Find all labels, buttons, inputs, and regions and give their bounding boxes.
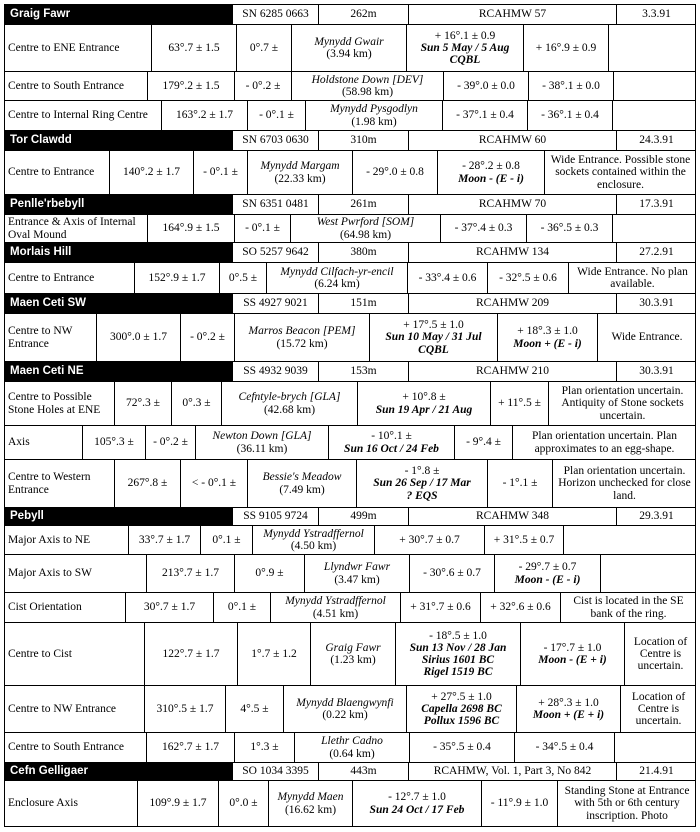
table-row: [4, 24, 696, 71]
declination-2: [437, 151, 544, 194]
alignment-desc: Major Axis to NE: [8, 533, 91, 546]
alignment-desc: Major Axis to SW: [8, 567, 93, 580]
record-ref: RCAHMW, Vol. 1, Part 3, No 842: [408, 763, 616, 780]
dec-value: - 17°.7 ± 1.0: [543, 641, 602, 654]
alignment-desc: Centre to Cist: [8, 647, 72, 660]
dec-value: - 10°.1 ±: [371, 430, 412, 443]
alignment-desc: Centre to NW Entrance: [8, 702, 117, 715]
declination-1: [357, 382, 490, 425]
site-name: Penlle'rbebyll: [4, 195, 232, 214]
altitude-angle: 0°.0 ±: [218, 781, 268, 826]
site-header: [4, 293, 696, 313]
alignment-desc: Centre to Internal Ring Centre: [8, 109, 148, 122]
declination-1: [356, 460, 487, 507]
dec-value: + 18°.3 ± 1.0: [517, 325, 578, 338]
azimuth: 63°.7 ± 1.5: [151, 25, 236, 71]
alignment-desc: Centre to Western Entrance: [8, 471, 91, 496]
hill-distance: (22.33 km): [274, 172, 326, 185]
altitude: 380m: [318, 243, 408, 262]
survey-date: 30.3.91: [616, 294, 696, 313]
declination-1: - 30°.6 ± 0.7: [409, 555, 494, 592]
dec-event: Sun 5 May / 5 Aug: [420, 41, 510, 54]
site-name: Cefn Gelligaer: [4, 763, 232, 780]
hill-name: Llethr Cadno: [321, 735, 383, 748]
site-name: Morlais Hill: [4, 243, 232, 262]
hill-distance: (4.51 km): [312, 607, 359, 620]
hill-name: Cefntyle-brych [GLA]: [238, 391, 341, 404]
survey-date: 24.3.91: [616, 131, 696, 150]
azimuth: 213°.7 ± 1.7: [146, 555, 234, 592]
site-name: Pebyll: [4, 508, 232, 525]
table-row: [4, 732, 696, 762]
dec-value: - 28°.2 ± 0.8: [462, 160, 520, 173]
hill-name: Mynydd Cilfach-yr-encil: [280, 265, 394, 278]
dec-event: Sun 10 May / 31 Jul: [385, 331, 482, 344]
grid-ref: SO 5257 9642: [232, 243, 318, 262]
alignment-desc: Enclosure Axis: [8, 797, 78, 810]
declination-1: - 29°.0 ± 0.8: [352, 151, 437, 194]
grid-ref: SN 6285 0663: [232, 5, 318, 24]
table-row: [4, 381, 696, 425]
hill-name: Mynydd Margam: [260, 160, 340, 173]
azimuth: 105°.3 ±: [82, 426, 145, 459]
hill-name: Mynydd Maen: [277, 791, 344, 804]
hill-name: Holdstone Down [DEV]: [311, 73, 424, 86]
declination-2: [520, 623, 624, 685]
altitude-angle: 1°.7 ± 1.2: [237, 623, 310, 685]
table-bottom-border: [4, 826, 696, 827]
note: Plan orientation uncertain. Antiquity of Stone sockets uncertain.: [548, 382, 696, 425]
azimuth: 267°.8 ±: [114, 460, 180, 507]
altitude: 262m: [318, 5, 408, 24]
alignment-desc: Centre to South Entrance: [8, 79, 124, 92]
hill-name: Mynydd Ystradffernol: [285, 595, 386, 608]
dec-event: Sun 13 Nov / 28 Jan: [409, 641, 507, 654]
dec-value: - 29°.7 ± 0.7: [518, 561, 577, 574]
azimuth: 140°.2 ± 1.7: [109, 151, 193, 194]
horizon-feature: [291, 25, 406, 71]
declination-2: + 16°.9 ± 0.9: [523, 25, 608, 71]
altitude-angle: < - 0°.1 ±: [180, 460, 247, 507]
horizon-feature: [252, 526, 374, 554]
declination-2: - 1°.1 ±: [487, 460, 552, 507]
site-header: [4, 361, 696, 381]
note: [612, 215, 696, 242]
dec-value: + 27°.5 ± 1.0: [431, 690, 492, 703]
altitude: 261m: [318, 195, 408, 214]
altitude-angle: - 0°.1 ±: [247, 101, 305, 130]
altitude-angle: 0°.1 ±: [213, 593, 270, 622]
azimuth: 30°.7 ± 1.7: [125, 593, 213, 622]
note: Standing Stone at Entrance with 5th or 6th century inscription. Photo: [557, 781, 696, 826]
dec-value: + 28°.3 ± 1.0: [538, 696, 599, 709]
horizon-feature: [304, 555, 409, 592]
azimuth: 33°.7 ± 1.7: [128, 526, 200, 554]
dec-event: Moon - (E - i): [514, 573, 581, 586]
site-name: Maen Ceti NE: [4, 362, 232, 381]
altitude: 499m: [318, 508, 408, 525]
record-ref: RCAHMW 209: [408, 294, 616, 313]
declination-1: - 39°.0 ± 0.0: [443, 72, 528, 100]
altitude-angle: - 0°.2 ±: [234, 72, 291, 100]
azimuth: 162°.7 ± 1.7: [146, 733, 234, 762]
altitude-angle: 0°.3 ±: [171, 382, 221, 425]
table-row: [4, 780, 696, 826]
declination-1: - 37°.1 ± 0.4: [442, 101, 527, 130]
horizon-feature: [195, 426, 328, 459]
hill-distance: (3.47 km): [334, 573, 380, 586]
table-row: [4, 622, 696, 685]
alignment-desc: Centre to Possible Stone Holes at ENE: [8, 391, 101, 416]
dec-event: Pollux 1596 BC: [423, 715, 500, 728]
declination-1: - 35°.5 ± 0.4: [409, 733, 514, 762]
declination-1: [406, 25, 523, 71]
horizon-feature: [291, 72, 443, 100]
record-ref: RCAHMW 348: [408, 508, 616, 525]
table-row: [4, 313, 696, 361]
hill-distance: (0.64 km): [329, 747, 375, 760]
grid-ref: SS 4932 9039: [232, 362, 318, 381]
dec-event: Capella 2698 BC: [421, 702, 502, 715]
dec-value: + 17°.5 ± 1.0: [403, 319, 464, 332]
site-header: [4, 762, 696, 780]
azimuth: 72°.3 ±: [114, 382, 171, 425]
note: Cist is located in the SE bank of the ring.: [560, 593, 696, 622]
hill-distance: (6.24 km): [314, 278, 360, 290]
altitude-angle: 0°.9 ±: [234, 555, 304, 592]
altitude-angle: - 0°.2 ±: [145, 426, 195, 459]
grid-ref: SO 1034 3395: [232, 763, 318, 780]
table-row: [4, 554, 696, 592]
hill-name: Graig Fawr: [325, 641, 381, 654]
table-row: [4, 214, 696, 242]
declination-2: + 11°.5 ±: [490, 382, 548, 425]
altitude-angle: - 0°.1 ±: [193, 151, 247, 194]
alignment-desc: Centre to Entrance: [8, 271, 95, 284]
horizon-feature: [268, 781, 352, 826]
dec-event: Sun 26 Sep / 17 Mar: [373, 477, 471, 490]
horizon-feature: [247, 151, 352, 194]
azimuth: 164°.9 ± 1.5: [147, 215, 234, 242]
note: [608, 25, 696, 71]
declination-2: - 34°.5 ± 0.4: [514, 733, 614, 762]
dec-event: Sun 24 Oct / 17 Feb: [369, 803, 465, 816]
declination-2: [516, 686, 620, 732]
grid-ref: SN 6703 0630: [232, 131, 318, 150]
site-header: [4, 4, 696, 24]
declination-2: - 9°.4 ±: [454, 426, 512, 459]
horizon-feature: [234, 314, 369, 361]
declination-2: [497, 314, 597, 361]
table-row: [4, 100, 696, 130]
table-row: [4, 150, 696, 194]
dec-value: - 1°.8 ±: [404, 465, 440, 478]
declination-2: - 11°.9 ± 1.0: [481, 781, 557, 826]
alignment-desc: Centre to South Entrance: [8, 741, 124, 754]
altitude-angle: 1°.3 ±: [234, 733, 294, 762]
table-row: [4, 262, 696, 293]
dec-value: + 16°.1 ± 0.9: [434, 29, 496, 42]
azimuth: 109°.9 ± 1.7: [137, 781, 218, 826]
dec-event: CQBL: [449, 54, 481, 67]
alignment-desc: Centre to Entrance: [8, 166, 95, 179]
dec-event: CQBL: [418, 343, 449, 356]
alignment-desc: Centre to NW Entrance: [8, 325, 73, 350]
table-row: [4, 425, 696, 459]
hill-name: Mynydd Blaengwynfi: [296, 696, 394, 709]
horizon-feature: [266, 263, 407, 293]
hill-distance: (16.62 km): [284, 803, 337, 816]
declination-1: - 33°.4 ± 0.6: [407, 263, 487, 293]
record-ref: RCAHMW 57: [408, 5, 616, 24]
hill-name: Marros Beacon [PEM]: [248, 325, 356, 338]
azimuth: 122°.7 ± 1.7: [144, 623, 237, 685]
note: Location of Centre is uncertain.: [624, 623, 696, 685]
survey-date: 27.2.91: [616, 243, 696, 262]
alignment-desc: Entrance & Axis of Internal Oval Mound: [8, 216, 136, 241]
declination-2: + 31°.5 ± 0.7: [484, 526, 563, 554]
hill-distance: (1.23 km): [330, 654, 376, 666]
horizon-feature: [305, 101, 442, 130]
dec-event: Moon - (E - i): [458, 172, 524, 185]
dec-event: Rigel 1519 BC: [423, 666, 493, 679]
dec-value: - 18°.5 ± 1.0: [429, 629, 487, 642]
altitude: 153m: [318, 362, 408, 381]
site-header: [4, 507, 696, 525]
hill-distance: (36.11 km): [236, 442, 288, 455]
record-ref: RCAHMW 60: [408, 131, 616, 150]
record-ref: RCAHMW 210: [408, 362, 616, 381]
declination-1: + 31°.7 ± 0.6: [400, 593, 480, 622]
survey-date: 30.3.91: [616, 362, 696, 381]
note: Location of Centre is uncertain.: [620, 686, 696, 732]
note: [612, 101, 696, 130]
hill-name: Llyndwr Fawr: [323, 561, 391, 574]
hill-name: Newton Down [GLA]: [212, 430, 312, 443]
hill-distance: (42.68 km): [263, 403, 316, 416]
dec-value: + 10°.8 ±: [402, 391, 446, 404]
dec-event: Moon + (E - i): [513, 337, 582, 350]
dec-event: Sirius 1601 BC: [421, 654, 495, 666]
survey-date: 3.3.91: [616, 5, 696, 24]
horizon-feature: [310, 623, 395, 685]
site-header: [4, 194, 696, 214]
altitude: 151m: [318, 294, 408, 313]
grid-ref: SN 6351 0481: [232, 195, 318, 214]
declination-1: [328, 426, 454, 459]
alignment-desc: Axis: [8, 436, 30, 449]
record-ref: RCAHMW 70: [408, 195, 616, 214]
declination-2: - 38°.1 ± 0.0: [528, 72, 613, 100]
hill-distance: (64.98 km): [339, 228, 392, 241]
dec-event: ? EQS: [406, 489, 438, 502]
declination-1: [352, 781, 481, 826]
azimuth: 300°.0 ± 1.7: [96, 314, 180, 361]
alignment-desc: Cist Orientation: [8, 601, 82, 614]
hill-name: Mynydd Pysgodlyn: [330, 103, 418, 116]
hill-name: Bessie's Meadow: [262, 471, 342, 484]
altitude: 310m: [318, 131, 408, 150]
hill-distance: (7.49 km): [279, 483, 325, 496]
horizon-feature: [290, 215, 440, 242]
altitude-angle: 0°.1 ±: [200, 526, 252, 554]
survey-date: 17.3.91: [616, 195, 696, 214]
dec-event: Moon - (E + i): [538, 654, 607, 666]
table-row: [4, 592, 696, 622]
declination-1: [369, 314, 497, 361]
table-row: [4, 459, 696, 507]
dec-event: Sun 19 Apr / 21 Aug: [375, 403, 473, 416]
grid-ref: SS 9105 9724: [232, 508, 318, 525]
note: [614, 733, 696, 762]
record-ref: RCAHMW 134: [408, 243, 616, 262]
note: [600, 555, 696, 592]
declination-1: + 30°.7 ± 0.7: [374, 526, 484, 554]
altitude-angle: - 0°.2 ±: [180, 314, 234, 361]
hill-distance: (3.94 km): [326, 48, 372, 60]
note: Plan orientation uncertain. Horizon unchecked for close land.: [552, 460, 696, 507]
declination-1: [406, 686, 516, 732]
hill-distance: (58.98 km): [341, 86, 394, 98]
declination-2: - 32°.5 ± 0.6: [487, 263, 568, 293]
horizon-feature: [294, 733, 409, 762]
declination-2: + 32°.6 ± 0.6: [480, 593, 560, 622]
azimuth: 310°.5 ± 1.7: [144, 686, 225, 732]
declination-2: - 36°.5 ± 0.3: [526, 215, 612, 242]
altitude-angle: 4°.5 ±: [225, 686, 283, 732]
hill-distance: (1.98 km): [351, 115, 397, 128]
declination-1: - 37°.4 ± 0.3: [440, 215, 526, 242]
site-name: Graig Fawr: [4, 5, 232, 24]
note: Wide Entrance. No plan available.: [568, 263, 696, 293]
site-header: [4, 242, 696, 262]
horizon-feature: [247, 460, 356, 507]
hill-name: Mynydd Ystradffernol: [263, 527, 364, 540]
declination-1: [395, 623, 520, 685]
altitude-angle: - 0°.1 ±: [234, 215, 290, 242]
altitude-angle: 0°.5 ±: [219, 263, 266, 293]
altitude-angle: 0°.7 ±: [236, 25, 291, 71]
dec-event: Sun 16 Oct / 24 Feb: [344, 442, 439, 455]
hill-distance: (0.22 km): [322, 709, 368, 721]
grid-ref: SS 4927 9021: [232, 294, 318, 313]
site-name: Maen Ceti SW: [4, 294, 232, 313]
note: Wide Entrance.: [597, 314, 696, 361]
dec-value: - 12°.7 ± 1.0: [388, 791, 446, 804]
horizon-feature: [221, 382, 357, 425]
declination-2: [494, 555, 600, 592]
hill-distance: (4.50 km): [290, 540, 337, 552]
hill-distance: (15.72 km): [276, 337, 328, 350]
hill-name: Mynydd Gwair: [314, 35, 384, 48]
survey-date: 21.4.91: [616, 763, 696, 780]
hill-name: West Pwrford [SOM]: [316, 216, 415, 229]
alignment-desc: Centre to ENE Entrance: [8, 41, 120, 54]
azimuth: 163°.2 ± 1.7: [161, 101, 247, 130]
table-row: [4, 685, 696, 732]
horizon-feature: [270, 593, 400, 622]
note: [563, 526, 696, 554]
note: [613, 72, 696, 100]
site-name: Tor Clawdd: [4, 131, 232, 150]
azimuth: 179°.2 ± 1.5: [147, 72, 234, 100]
dec-event: Moon + (E + i): [532, 709, 605, 721]
site-header: [4, 130, 696, 150]
azimuth: 152°.9 ± 1.7: [134, 263, 219, 293]
declination-2: - 36°.1 ± 0.4: [527, 101, 612, 130]
table-row: [4, 525, 696, 554]
horizon-feature: [283, 686, 406, 732]
note: Wide Entrance. Possible stone sockets contained within the enclosure.: [544, 151, 696, 194]
survey-date: 29.3.91: [616, 508, 696, 525]
altitude: 443m: [318, 763, 408, 780]
note: Plan orientation uncertain. Plan approximates to an egg-shape.: [512, 426, 696, 459]
table-row: [4, 71, 696, 100]
